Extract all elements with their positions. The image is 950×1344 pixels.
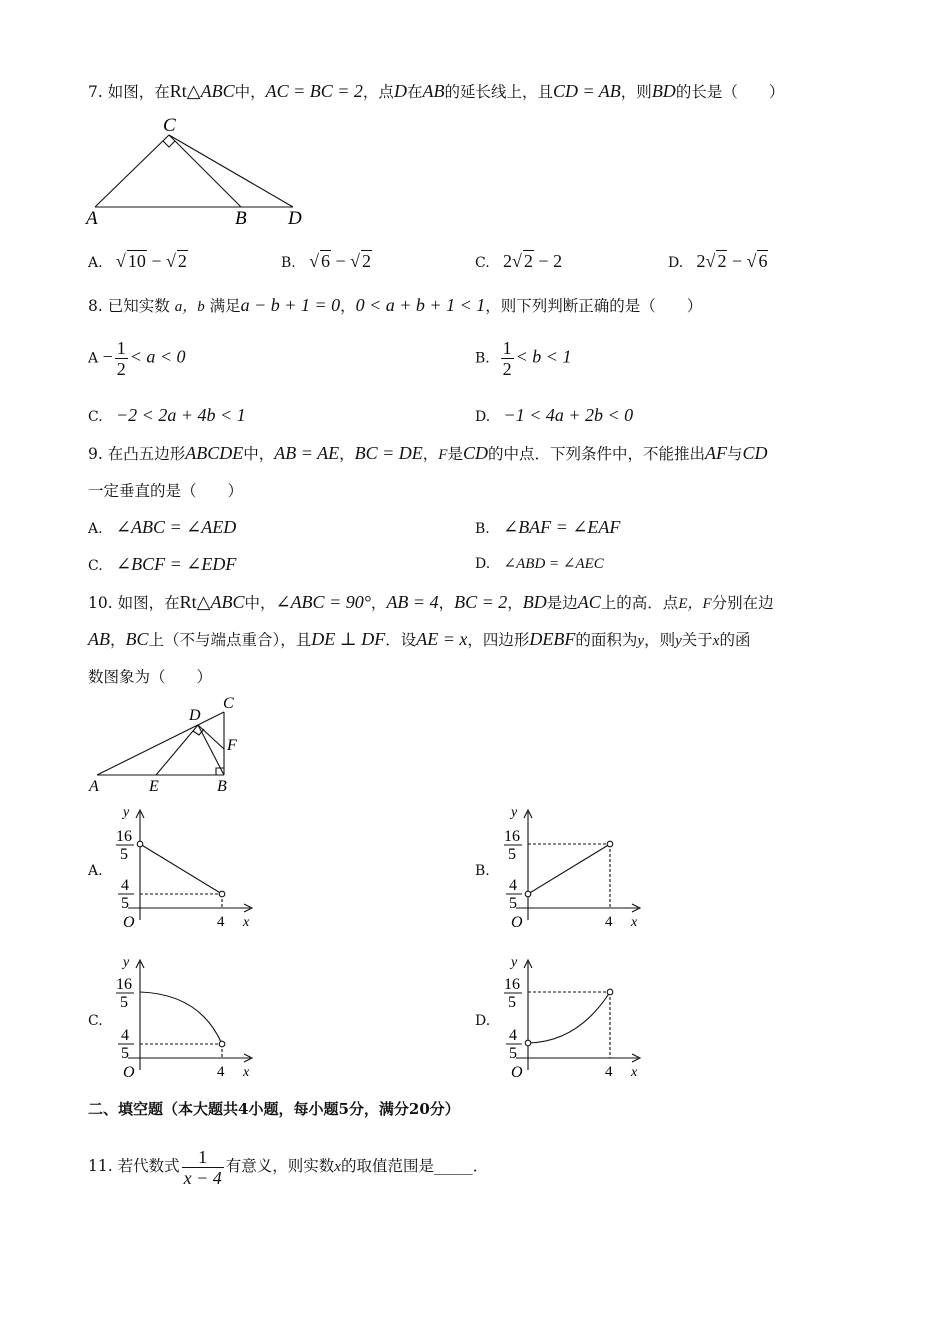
q8-option-b[interactable]: B. $\frac{1}{2}$ < b < 1 <box>475 338 572 379</box>
low-numerator: 4 <box>509 1027 517 1044</box>
q10-option-d-label[interactable]: D. <box>475 1013 491 1029</box>
x-label: x <box>631 1065 638 1080</box>
q10-label-e: E <box>149 778 159 795</box>
x-label: x <box>631 915 638 930</box>
q10-graph-b[interactable] <box>498 800 648 935</box>
q10-label-c: C <box>223 695 234 712</box>
q10-label-a: A <box>89 778 99 795</box>
q10-label-d: D <box>189 707 201 724</box>
top-numerator: 16 <box>504 828 520 845</box>
q7-option-b[interactable]: B. √ 6 − √ 2 <box>281 251 372 271</box>
q10-label-f: F <box>227 737 237 754</box>
q9-option-c[interactable]: C. ∠BCF = ∠EDF <box>88 554 237 574</box>
q7-label-c: C <box>163 115 176 136</box>
q7-option-c[interactable]: C. 2√ 2 − 2 <box>475 251 563 271</box>
y-label: y <box>123 955 130 970</box>
q10-graph-c[interactable] <box>110 950 260 1085</box>
q10-option-b-label[interactable]: B. <box>475 863 490 879</box>
q8-option-c[interactable]: C. −2 < 2a + 4b < 1 <box>88 405 246 425</box>
y-label: y <box>511 955 518 970</box>
q10-figure <box>85 694 255 796</box>
answer-blank[interactable]: _____． <box>433 1157 489 1175</box>
origin-label: O <box>511 1064 523 1081</box>
low-denominator: 5 <box>509 1045 517 1062</box>
q10-stem-line2: AB，BC上（不与端点重合），且DE ⊥ DF．设AE = x，四边形DEBF的面积为y，则y关于x的函 <box>88 629 751 649</box>
q9-option-d[interactable]: D. ∠ABD = ∠AEC <box>475 556 604 572</box>
q8-option-a[interactable]: A − $\frac{1}{2}$ < a < 0 <box>88 338 186 379</box>
q7-label-b: B <box>235 208 247 229</box>
low-denominator: 5 <box>509 895 517 912</box>
q7-label-a: A <box>86 208 98 229</box>
q10-stem-line3: 数图象为（ ） <box>88 668 213 686</box>
top-numerator: 16 <box>504 976 520 993</box>
q7-figure <box>85 112 315 230</box>
q11-stem: 11. 若代数式 $\frac{1}{x - 4}$ 有意义，则实数x的取值范围是_____． <box>88 1146 489 1188</box>
top-denominator: 5 <box>508 846 516 863</box>
q7-option-a[interactable]: A. √ 10 − √ 2 <box>88 251 187 271</box>
q10-graph-a[interactable] <box>110 800 260 935</box>
y-label: y <box>123 805 130 820</box>
top-denominator: 5 <box>508 994 516 1011</box>
q10-option-a-label[interactable]: A. <box>88 863 103 879</box>
q9-option-b[interactable]: B. ∠BAF = ∠EAF <box>475 517 621 537</box>
origin-label: O <box>123 914 135 931</box>
x-value: 4 <box>605 1064 613 1080</box>
section-title: 二、填空题（本大题共4小题，每小题5分，满分20分） <box>88 1100 460 1118</box>
q10-graph-d[interactable] <box>498 950 648 1085</box>
x-value: 4 <box>217 914 225 930</box>
low-numerator: 4 <box>121 877 129 894</box>
q8-stem: 8. 已知实数 a，b 满足a − b + 1 = 0，0 < a + b + 1 < 1，则下列判断正确的是（ ） <box>88 295 703 315</box>
q9-option-a[interactable]: A. ∠ABC = ∠AED <box>88 517 237 537</box>
low-numerator: 4 <box>121 1027 129 1044</box>
top-denominator: 5 <box>120 994 128 1011</box>
q7-option-d[interactable]: D. 2√ 2 − √ 6 <box>668 251 768 271</box>
q10-stem-line1: 10. 如图，在Rt△ABC中，∠ABC = 90°，AB = 4，BC = 2，BD是边AC上的高．点E，F分别在边 <box>88 592 774 612</box>
top-numerator: 16 <box>116 976 132 993</box>
q7-stem: 7. 如图，在Rt△ABC中，AC = BC = 2，点D在AB的延长线上，且CD = AB，则BD的长是（ ） <box>88 81 785 101</box>
low-denominator: 5 <box>121 895 129 912</box>
q10-label-b: B <box>217 778 227 795</box>
low-numerator: 4 <box>509 877 517 894</box>
q8-option-d[interactable]: D. −1 < 4a + 2b < 0 <box>475 405 634 425</box>
x-value: 4 <box>217 1064 225 1080</box>
y-label: y <box>511 805 518 820</box>
origin-label: O <box>123 1064 135 1081</box>
x-label: x <box>243 1065 250 1080</box>
origin-label: O <box>511 914 523 931</box>
q9-stem-line1: 9. 在凸五边形ABCDE中，AB = AE，BC = DE，F是CD的中点．下列条件中，不能推出AF与CD <box>88 443 768 463</box>
x-value: 4 <box>605 914 613 930</box>
q10-option-c-label[interactable]: C. <box>88 1013 103 1029</box>
q7-label-d: D <box>288 208 302 229</box>
top-denominator: 5 <box>120 846 128 863</box>
top-numerator: 16 <box>116 828 132 845</box>
q9-stem-line2: 一定垂直的是（ ） <box>88 482 244 500</box>
x-label: x <box>243 915 250 930</box>
low-denominator: 5 <box>121 1045 129 1062</box>
